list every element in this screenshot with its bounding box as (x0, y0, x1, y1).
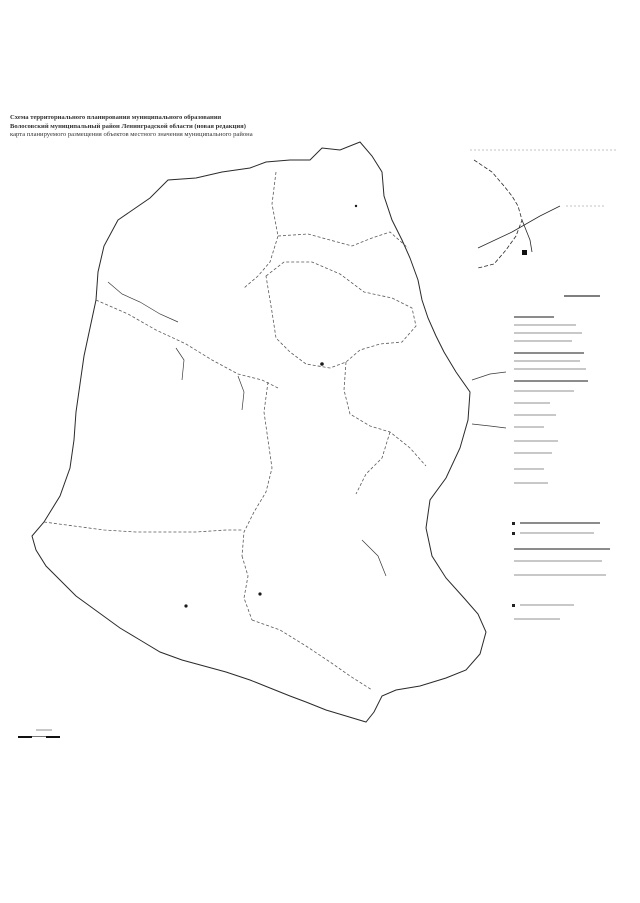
map-caption: карта планируемого размещения объектов местного значения муниципального района (10, 131, 253, 138)
legend-line (514, 380, 588, 382)
legend-line (514, 560, 602, 562)
legend-line (514, 548, 610, 550)
settlement-point-south (184, 604, 187, 607)
legend-line (514, 360, 580, 362)
inset-boundary (474, 160, 522, 268)
legend-line (514, 390, 574, 392)
legend-line (514, 426, 544, 428)
road-east-2 (472, 424, 506, 428)
map-title: Схема территориального планирования муниципального образования (10, 114, 222, 121)
settlement-boundary-east (344, 362, 426, 466)
legend-line (514, 468, 544, 470)
settlement-point-north (355, 205, 357, 207)
legend-symbol (512, 604, 515, 607)
legend-line (514, 368, 586, 370)
legend-line (514, 618, 560, 620)
settlement-boundary-west (96, 300, 278, 388)
inset-line-2 (522, 220, 532, 252)
inset-district-marker (522, 250, 527, 255)
settlement-boundary-north-east (278, 232, 408, 248)
legend-line (520, 522, 600, 524)
legend-symbol (512, 522, 515, 525)
map-subtitle: Волосовский муниципальный район Ленинградской области (новая редакция) (10, 122, 246, 130)
legend-line (514, 440, 558, 442)
scale-bar (14, 728, 74, 742)
legend-line (514, 402, 550, 404)
settlement-boundary-center-ring (266, 262, 416, 368)
legend-line (520, 532, 594, 534)
settlement-boundary-south (44, 522, 242, 532)
legend-line (514, 414, 556, 416)
legend-line (514, 340, 572, 342)
settlement-boundary-south-river (252, 620, 372, 690)
legend-line (514, 352, 584, 354)
settlement-boundary-mid-south (242, 556, 252, 620)
settlement-boundary-north (244, 172, 278, 288)
map-legend (510, 312, 620, 642)
legend-line (514, 316, 554, 318)
river-1 (108, 282, 178, 322)
legend-symbol (512, 532, 515, 535)
legend-line (514, 482, 548, 484)
settlement-boundary-central (242, 382, 272, 556)
legend-line (514, 452, 552, 454)
settlement-boundary-south-east (356, 432, 390, 494)
road-east (472, 372, 506, 380)
legend-line (514, 324, 576, 326)
river-south (362, 540, 386, 576)
settlement-point-center (320, 362, 324, 366)
river-2 (176, 348, 184, 380)
legend-line (514, 574, 606, 576)
legend-line (520, 604, 574, 606)
inset-locator-map (470, 150, 618, 268)
legend-line (514, 332, 582, 334)
settlement-point-south-east (258, 592, 261, 595)
river-3 (238, 376, 244, 410)
district-outer-boundary (32, 142, 486, 722)
